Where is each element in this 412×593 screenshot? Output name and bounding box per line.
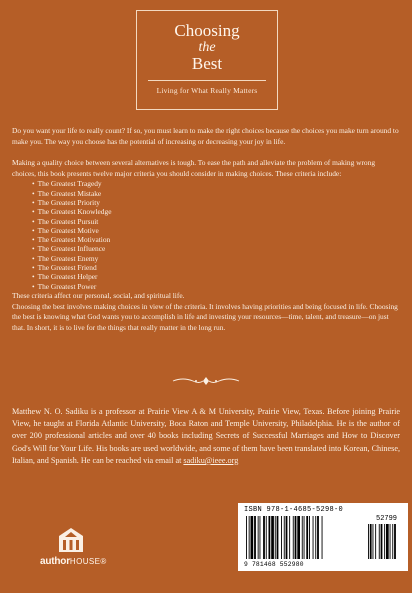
- book-title-line2: the: [198, 40, 216, 55]
- blurb-paragraph-2: Making a quality choice between several alternatives is tough. To ease the path and alleviate the problem of making wrong choices, this book presents twelve major criteria you should consider in making choices. These criteria include:: [12, 158, 376, 178]
- blurb-paragraph-1: Do you want your life to really count? If so, you must learn to make the right choices because the choices you make turn around to make you. The way you choose has the potential of increasing or decreasing your joy in life.: [12, 126, 399, 146]
- criteria-item: • The Greatest Enemy: [32, 254, 400, 263]
- criteria-item: • The Greatest Helper: [32, 272, 400, 281]
- criteria-list: [32, 179, 400, 291]
- book-subtitle: Living for What Really Matters: [156, 86, 258, 95]
- book-title-line1: Choosing: [174, 21, 240, 40]
- authorhouse-logo-icon: [58, 527, 84, 553]
- isbn-label: ISBN 978-1-4685-5298-0: [244, 506, 344, 514]
- publisher-name-bold: author: [40, 556, 70, 567]
- blurb-paragraph-4: Choosing the best involves making choices in view of the criteria. It involves having priorities and being focused in life. Choosing the best is knowing what God wants you to accomplish in life and investing your resources—time, talent, and treasure—on just that. In short, it is to live for the things that really matter in the long run.: [12, 301, 398, 332]
- price-code-label: 52799: [376, 515, 398, 523]
- criteria-item: • The Greatest Pursuit: [32, 217, 400, 226]
- author-bio: [12, 406, 400, 467]
- author-email-link[interactable]: sadiku@ieee.org: [183, 455, 239, 465]
- criteria-item: • The Greatest Knowledge: [32, 207, 400, 216]
- title-divider: [148, 80, 266, 81]
- criteria-item: • The Greatest Motive: [32, 226, 400, 235]
- author-bio-text: Matthew N. O. Sadiku is a professor at Prairie View A & M University, Prairie View, Texas. Before joining Prairie View, he taught at Florida Atlantic University, Boca Raton and Temple University, Philadelphia. He is the author of over 200 professional articles and over 40 books including Secrets of Successful Marriages and How to Discover God's Will for Your Life. His books are used worldwide, and some of them have been translated into Korean, Chinese, Italian, and Spanish. He can be reached via email at: [12, 407, 400, 465]
- cover-title-box: [136, 10, 278, 110]
- flourish-divider-icon: [171, 375, 241, 387]
- criteria-item: • The Greatest Power: [32, 282, 400, 291]
- publisher-name-rest: HOUSE®: [69, 557, 107, 566]
- criteria-item: • The Greatest Influence: [32, 244, 400, 253]
- criteria-item: • The Greatest Mistake: [32, 189, 400, 198]
- criteria-item: • The Greatest Friend: [32, 263, 400, 272]
- criteria-item: • The Greatest Tragedy: [32, 179, 400, 188]
- publisher-logo-text: [40, 556, 107, 567]
- book-title-line3: Best: [191, 54, 223, 73]
- blurb-paragraph-3: These criteria affect our personal, social, and spiritual life.: [12, 290, 185, 300]
- blurb: [12, 126, 400, 333]
- isbn-number: 9 781468 552980: [244, 561, 304, 568]
- criteria-item: • The Greatest Motivation: [32, 235, 400, 244]
- criteria-item: • The Greatest Priority: [32, 198, 400, 207]
- barcode-bars: [242, 516, 404, 561]
- isbn-barcode: [238, 503, 408, 571]
